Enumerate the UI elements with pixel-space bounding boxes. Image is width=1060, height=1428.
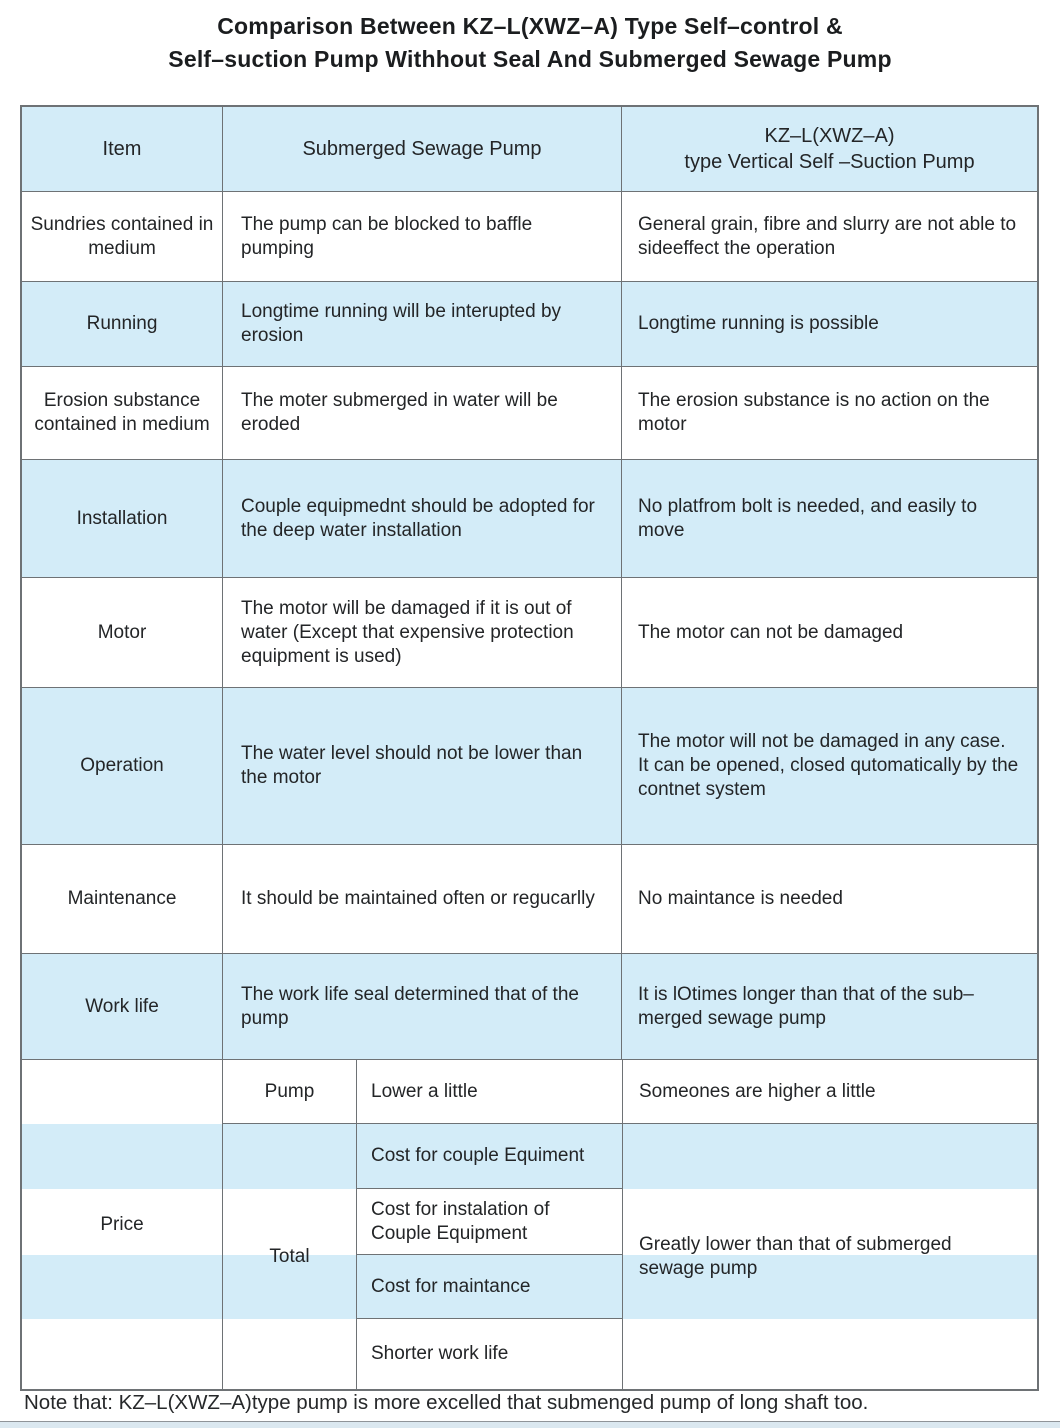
row-kzl-value: The motor will not be damaged in any case. It can be opened, closed qutomatically by the contnet system <box>638 731 1019 800</box>
price-total-label: Total <box>223 1124 357 1389</box>
table-row-work-life <box>22 954 1037 1060</box>
row-submerged-value: The motor will be damaged if it is out of water (Except that expensive protection equipment is used) <box>223 578 622 687</box>
row-item-label: Work life <box>22 954 223 1059</box>
comparison-table <box>20 105 1039 1391</box>
price-cost-couple-equipment: Cost for couple Equiment <box>357 1124 623 1189</box>
bottom-edge-strip <box>0 1421 1060 1428</box>
table-row-installation <box>22 460 1037 578</box>
row-submerged-value: Couple equipmednt should be adopted for the deep water installation <box>223 460 622 577</box>
row-submerged-value: The work life seal determined that of the pump <box>223 954 622 1059</box>
table-row-motor <box>22 578 1037 688</box>
price-label: Price <box>22 1060 223 1389</box>
row-kzl-value: The motor can not be damaged <box>638 621 904 643</box>
row-kzl-value: No maintance is needed <box>638 888 843 909</box>
row-kzl-value: General grain, fibre and slurry are not able to sideeffect the operation <box>638 213 1017 259</box>
row-submerged-value: The pump can be blocked to baffle pumping <box>223 192 622 281</box>
table-row-operation <box>22 688 1037 845</box>
header-kzl-line1: KZ–L(XWZ–A) <box>764 125 895 147</box>
price-total-kzl-value: Greatly lower than that of submerged sewage pump <box>639 1233 952 1279</box>
table-row-maintenance <box>22 845 1037 954</box>
header-kzl-line2: type Vertical Self –Suction Pump <box>684 151 975 173</box>
row-kzl-value: The erosion substance is no action on the motor <box>638 390 990 435</box>
price-grid <box>22 1060 1037 1389</box>
header-cell-kzl-pump <box>622 107 1037 191</box>
row-item-label: Erosion substance contained in medium <box>22 367 223 459</box>
price-pump-kzl-value: Someones are higher a little <box>623 1060 1037 1124</box>
header-cell-item: Item <box>22 107 223 191</box>
row-item-label: Running <box>22 282 223 366</box>
row-submerged-value: The water level should not be lower than the motor <box>223 688 622 844</box>
header-cell-submerged-pump: Submerged Sewage Pump <box>223 107 622 191</box>
page-title-line2: Self–suction Pump Withhout Seal And Submerged Sewage Pump <box>168 46 892 72</box>
page-title <box>0 10 1060 76</box>
table-section-price <box>22 1060 1037 1389</box>
price-pump-submerged-value: Lower a little <box>357 1060 623 1124</box>
table-row-sundries <box>22 192 1037 282</box>
row-item-label: Sundries contained in medium <box>22 192 223 281</box>
price-cost-maintenance: Cost for maintance <box>357 1255 623 1319</box>
row-item-label: Motor <box>22 578 223 687</box>
page-title-line1: Comparison Between KZ–L(XWZ–A) Type Self–control & <box>217 13 843 39</box>
table-row-erosion <box>22 367 1037 460</box>
row-item-label: Operation <box>22 688 223 844</box>
row-item-label: Installation <box>22 460 223 577</box>
price-pump-label: Pump <box>223 1060 357 1124</box>
table-header-row <box>22 107 1037 192</box>
row-kzl-value: No platfrom bolt is needed, and easily to move <box>638 495 978 541</box>
row-kzl-value: It is lOtimes longer than that of the sub–merged sewage pump <box>638 983 974 1029</box>
row-kzl-value: Longtime running is possible <box>638 313 879 334</box>
row-submerged-value: Longtime running will be interupted by erosion <box>223 282 622 366</box>
price-cost-shorter-work-life: Shorter work life <box>357 1319 623 1389</box>
table-row-running <box>22 282 1037 367</box>
row-submerged-value: It should be maintained often or regucarlly <box>223 845 622 953</box>
row-item-label: Maintenance <box>22 845 223 953</box>
footnote: Note that: KZ–L(XWZ–A)type pump is more excelled that submenged pump of long shaft too. <box>24 1391 869 1414</box>
row-submerged-value: The moter submerged in water will be eroded <box>223 367 622 459</box>
price-cost-installation: Cost for instalation of Couple Equipment <box>357 1189 623 1255</box>
